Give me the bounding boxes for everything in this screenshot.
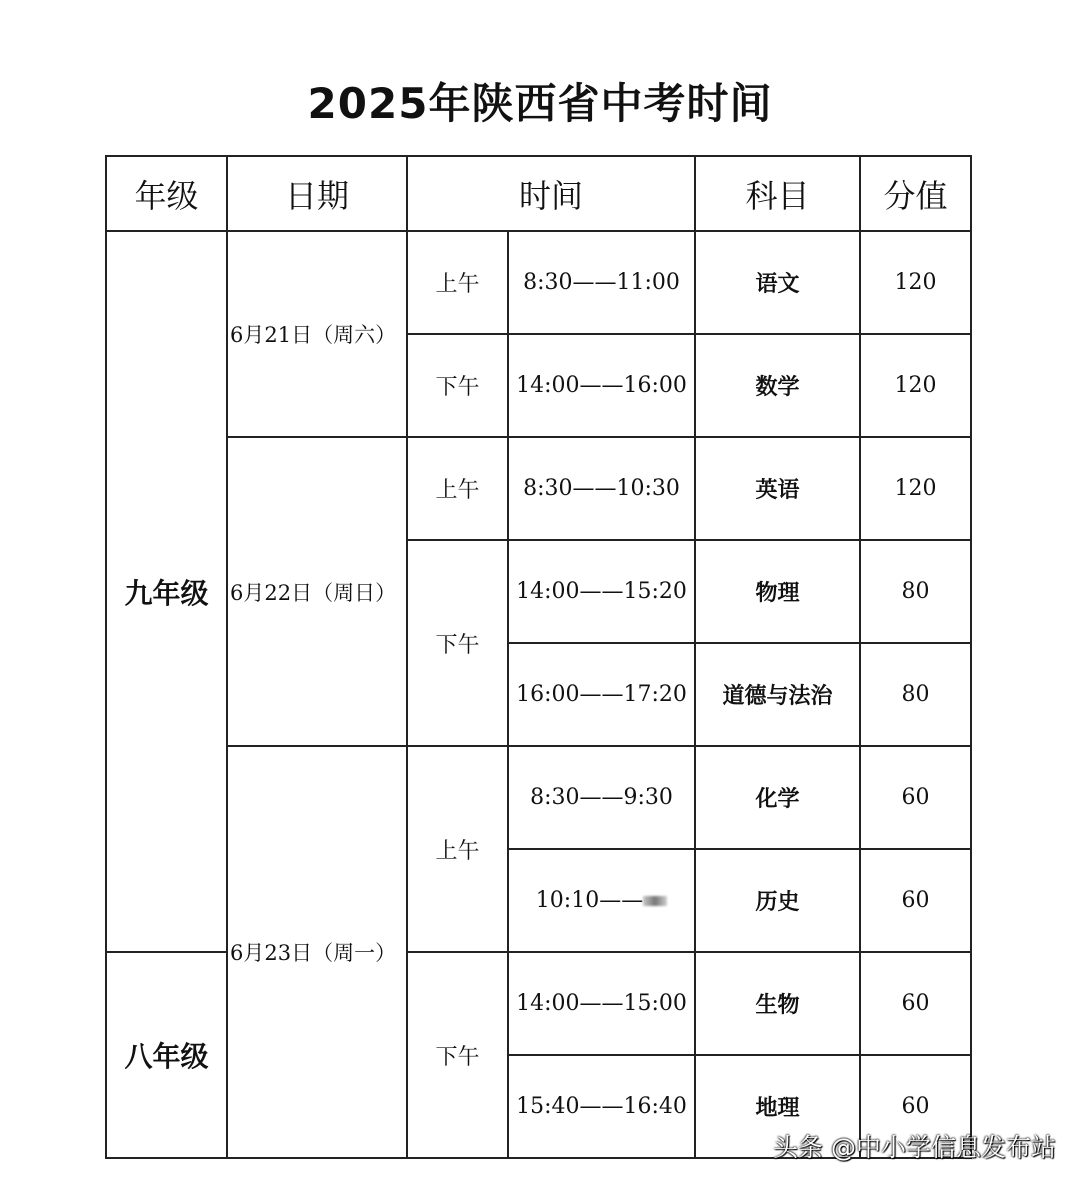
half-day-cell: 下午: [407, 540, 508, 746]
exam-schedule-table: [105, 155, 972, 1159]
header-date: 日期: [227, 156, 407, 231]
subject-cell: 数学: [695, 334, 860, 437]
time-cell: 16:00——17:20: [508, 643, 695, 746]
time-cell: 8:30——11:00: [508, 231, 695, 334]
grade-cell-9: 九年级: [106, 231, 227, 952]
score-cell: 120: [860, 334, 971, 437]
watermark: 头条 @中小学信息发布站: [773, 1133, 1056, 1162]
half-day-cell: 上午: [407, 231, 508, 334]
subject-cell: 语文: [695, 231, 860, 334]
header-subject: 科目: [695, 156, 860, 231]
score-cell: 80: [860, 540, 971, 643]
subject-cell: 历史: [695, 849, 860, 952]
date-cell: 6月23日（周一）: [227, 746, 407, 1158]
score-cell: 60: [860, 746, 971, 849]
subject-cell: 地理: [695, 1055, 860, 1158]
table-row: [106, 231, 971, 334]
header-time: 时间: [407, 156, 695, 231]
page-title: 2025年陕西省中考时间: [307, 79, 773, 128]
header-grade: 年级: [106, 156, 227, 231]
score-cell: 80: [860, 643, 971, 746]
score-cell: 60: [860, 952, 971, 1055]
time-cell: 8:30——9:30: [508, 746, 695, 849]
time-cell: 8:30——10:30: [508, 437, 695, 540]
subject-cell: 英语: [695, 437, 860, 540]
score-cell: 120: [860, 231, 971, 334]
half-day-cell: 下午: [407, 952, 508, 1158]
score-cell: 60: [860, 1055, 971, 1158]
half-day-cell: 下午: [407, 334, 508, 437]
header-score: 分值: [860, 156, 971, 231]
time-text: 10:10——: [535, 888, 644, 913]
subject-cell: 生物: [695, 952, 860, 1055]
score-cell: 60: [860, 849, 971, 952]
half-day-cell: 上午: [407, 746, 508, 952]
date-cell: 6月22日（周日）: [227, 437, 407, 746]
table-row: [106, 437, 971, 540]
subject-cell: 化学: [695, 746, 860, 849]
header-row: [106, 156, 971, 231]
subject-cell: 物理: [695, 540, 860, 643]
grade-cell-8: 八年级: [106, 952, 227, 1158]
date-cell: 6月21日（周六）: [227, 231, 407, 437]
table-row: [106, 746, 971, 849]
time-cell: 14:00——15:00: [508, 952, 695, 1055]
subject-cell: 道德与法治: [695, 643, 860, 746]
time-cell: 14:00——15:20: [508, 540, 695, 643]
time-cell: [508, 849, 695, 952]
time-cell: 14:00——16:00: [508, 334, 695, 437]
time-cell: 15:40——16:40: [508, 1055, 695, 1158]
score-cell: 120: [860, 437, 971, 540]
half-day-cell: 上午: [407, 437, 508, 540]
blurred-mark: [643, 896, 667, 906]
